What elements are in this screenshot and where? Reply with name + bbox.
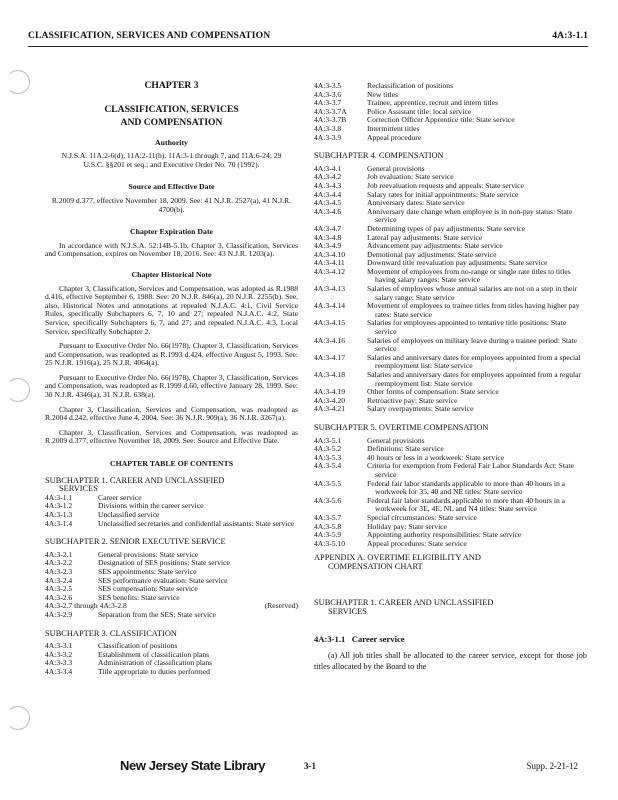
toc-entry [45,668,298,677]
toc-entry-number: 4A:3-3.7B [314,115,347,125]
expiration-heading: Chapter Expiration Date [129,227,214,237]
toc-entry-number: 4A:3-5.7 [314,512,342,522]
toc-entry-number: 4A:3-1.4 [45,518,73,528]
toc-entry-title: Trainee, apprentice, recruit and intern titles [367,98,499,108]
toc-entry-title: Police Assistant title: local service [367,106,472,116]
toc-entry-number: 4A:3-4.17 [314,352,346,362]
toc-entry-title: Establishment of classification plans [98,649,210,659]
toc-entry [314,354,587,371]
body-subchapter-heading-cont: SERVICES [328,607,367,617]
toc-entry-title: General provisions [367,435,425,445]
toc-subchapter-heading: SUBCHAPTER 5. OVERTIME COMPENSATION [314,422,489,432]
toc-entry-title: Job evaluation: State service [367,172,454,182]
toc-entry [314,208,587,225]
toc-entry-number: 4A:3-5.2 [314,444,342,454]
toc-entry-title: Designation of SES positions: State service [98,558,230,568]
toc-entry [314,82,587,91]
toc-entry-number: 4A:3-3.9 [314,132,342,142]
history-paragraph: Pursuant to Executive Order No. 66(1978), Chapter 3, Classification, Services and Compensation, was readopted as R.1993 d.424, effective August 5, 1993. See: 25 N.J.R. 1916(a), 25 N.J.R. 4064(a). [45,341,298,368]
toc-entry-title: Criteria for exemption from Federal Fair Labor Standards Act: State service [367,461,574,479]
toc-subchapter-heading-cont: SERVICES [59,484,98,494]
toc-entry-number: 4A:3-3.1 [45,641,73,651]
header-rule [28,46,588,47]
toc-entry [314,125,587,134]
toc-entry-title: General provisions [367,163,425,173]
toc-entry-title: Federal fair labor standards applicable to more than 40 hours in a workweek for 35, 40 and NE titles: State service [367,478,566,497]
toc-entry-number: 4A:3-4.6 [314,206,342,216]
toc-entry-title: Lateral pay adjustments: State service [367,232,483,242]
source-heading: Source and Effective Date [128,182,215,192]
toc-entry-title: Correction Officer Apprentice title: State service [367,115,515,125]
toc-entry-title: Unclassified secretaries and confidential assistants: State service [98,518,295,528]
toc-entry-title: Divisions within the career service [98,501,204,511]
toc-entry-number: 4A:3-4.20 [314,395,346,405]
toc-entry-title: Definitions: State service [367,444,444,454]
toc-subchapter-heading: SUBCHAPTER 1. CAREER AND UNCLASSIFIED [45,475,225,485]
toc-entry-number: 4A:3-2.3 [45,566,73,576]
toc-entry-number: 4A:3-4.18 [314,370,346,379]
toc-entry-number: 4A:3-2.1 [45,549,73,559]
toc-entry-title: Separation from the SES: State service [98,609,216,619]
toc-entry-number: 4A:3-5.10 [314,538,346,548]
toc-entry-title: Salaries and anniversary dates for employees appointed from a regular reemployment list: State service [367,370,582,388]
toc-entry-number: 4A:3-4.16 [314,335,346,345]
toc-list [45,494,298,528]
toc-entry-title: Title appropriate to duties performed [98,666,210,676]
toc-entry-title: Appeal procedure [367,132,422,142]
toc-appendix: APPENDIX A. OVERTIME ELIGIBILITY AND COMPENSATION CHART [314,553,481,571]
toc-entry-number: 4A:3-3.7 [314,98,342,108]
toc-entry-number: 4A:3-2.2 [45,558,73,568]
authority-heading: Authority [155,137,188,147]
toc-entry [314,480,587,497]
toc-entry-title: Salaries and anniversary dates for employees appointed from a special reemployment list: State service [367,352,581,371]
toc-entry-title: Anniversary date change when employee is in non-pay status: State service [367,206,573,225]
toc-entry-number: 4A:3-4.12 [314,266,346,276]
toc-entry-title: Career service [98,492,142,502]
toc-entry-number: 4A:3-2.5 [45,584,73,594]
chapter-title: CLASSIFICATION, SERVICES AND COMPENSATION [104,103,239,128]
toc-entry-title: Federal fair labor standards applicable to more than 40 hours in a workweek for 3E, 4E, NL and N4 titles: State service [367,495,566,514]
header-section: 4A:3-1.1 [552,30,588,41]
toc-entry-title: Movement of employees from no-range or single rate titles to titles having salary ranges: State service [367,266,571,285]
toc-entry-title: Movement of employees to trainee titles from titles having higher pay rates: State service [367,301,580,319]
toc-entry [314,462,587,479]
toc-entry-title: General provisions: State service [98,549,199,559]
toc-entry [314,514,587,523]
toc-subchapter-heading: SUBCHAPTER 3. CLASSIFICATION [45,628,177,638]
toc-entry-title: New titles [367,89,399,99]
source-text: R.2009 d.377, effective November 18, 2009. See: 41 N.J.R. 2527(a), 41 N.J.R. 4700(b). [51,195,292,214]
toc-entry-title: SES benefits: State service [98,592,180,602]
toc-entry-number: 4A:3-5.6 [314,495,342,505]
toc-entry-number: 4A:3-5.5 [314,478,342,488]
toc-entry [314,319,587,336]
toc-entry-title: Salaries for employees appointed to tentative title positions: State service [367,318,567,337]
toc-entry-title: Classification of positions [98,641,178,651]
toc-entry-number: 4A:3-5.4 [314,461,342,471]
toc-entry [314,437,587,446]
toc-entry-title: SES appointments: State service [98,566,197,576]
toc-entry-number: 4A:3-1.3 [45,510,73,519]
running-header [28,30,588,44]
toc-entry [314,540,587,549]
toc-entry-number: 4A:3-3.5 [314,81,342,90]
toc-entry-title: Other forms of compensation: State service [367,387,499,397]
punch-hole-mark [6,70,30,94]
toc-entry-title: Holiday pay: State service [367,521,447,531]
toc-entry-number: 4A:3-2.4 [45,575,73,585]
toc-list [314,165,587,414]
toc-list [45,642,298,676]
toc-entry [314,302,587,319]
toc-entry-title: SES compensation: State service [98,584,198,594]
toc-entry-title: Salaries of employees on military leave during a trainee period: State service [367,335,578,354]
toc-entry-number: 4A:3-3.6 [314,89,342,99]
toc-entry-number: 4A:3-4.4 [314,189,342,199]
toc-entry-number: 4A:3-2.9 [45,609,73,619]
toc-entry-title: Job reevaluation requests and appeals: State service [367,180,524,190]
toc-entry-text: 4A:3-2.7 through 4A:3-2.8 [45,601,127,611]
toc-entry-title: Determining types of pay adjustments: State service [367,223,526,233]
toc-subchapter-heading: SUBCHAPTER 2. SENIOR EXECUTIVE SERVICE [45,537,226,547]
toc-entry [314,405,587,414]
toc-entry [314,268,587,285]
toc-entry [314,337,587,354]
toc-entry [45,611,298,620]
toc-entry-number: 4A:3-4.8 [314,232,342,242]
section-title: 4A:3-1.1 Career service [314,633,405,644]
right-column [314,82,587,672]
toc-entry-number: 4A:3-4.5 [314,198,342,208]
history-paragraph: Pursuant to Executive Order No. 66(1978), Chapter 3, Classification, Services and Compensation, was readopted as R.1999 d.60, effective January 28, 1999. See: 30 N.J.R. 4346(a), 31 N.J.R. 638(a). [45,372,298,400]
toc-entry-number: 4A:3-4.14 [314,301,346,311]
toc-entry-title: Advancement pay adjustments: State service [367,241,503,251]
header-title: CLASSIFICATION, SERVICES AND COMPENSATION [28,30,271,41]
toc-entry-number: 4A:3-4.3 [314,180,342,190]
toc-entry-number: 4A:3-3.3 [45,658,73,668]
body-subchapter-heading: SUBCHAPTER 1. CAREER AND UNCLASSIFIED [314,598,494,608]
toc-heading: CHAPTER TABLE OF CONTENTS [109,459,234,469]
toc-entry-title: SES performance evaluation: State service [98,575,228,585]
toc-entry-number: 4A:3-4.7 [314,223,342,233]
toc-entry [45,502,298,511]
toc-entry-number: 4A:3-1.2 [45,501,73,511]
history-paragraph: Chapter 3, Classification, Services and Compensation, was adopted as R.1988 d.416, effective September 6, 1988. See: 20 N.J.R. 846(a), 20 N.J.R. 2255(b). See, also, Historical Notes and annotations at repealed N.J.A.C. 4:1, Civil Service Rules, specifically Subchapters 6, 7, 10 and 27; repealed N.J.A.C. 4:2, State Service, specifically Subchapters 6, 7, and 27; and repealed N.J.A.C. 4:3, Local Service, specifically Subchapter 2. [45,283,298,336]
page-number: 3-1 [304,761,316,771]
toc-entry-title: 40 hours or less in a workweek: State service [367,452,505,462]
toc-entry-title: Retroactive pay: State service [367,395,458,405]
toc-list [314,437,587,549]
toc-list [314,82,587,142]
toc-entry-number: 4A:3-4.9 [314,241,342,251]
authority-text: N.J.S.A. 11A:2-6(d), 11A:2-11(h), 11A:3-1 through 7, and 11A:6-24; 29 U.S.C. §§201 et seq.; and Executive Order No. 70 (1992). [61,151,282,169]
toc-entry [314,371,587,388]
toc-entry-title: Special circumstances: State service [367,512,477,522]
toc-entry-title: Intermittent titles [367,123,420,133]
toc-entry-number: 4A:3-4.21 [314,404,346,414]
toc-entry-title: Demotional pay adjustments: State service [367,249,497,259]
toc-entry-number: 4A:3-4.15 [314,318,346,328]
toc-list [45,551,298,620]
toc-entry-title: Salaries of employees whose annual salaries are not on a step in their salary range: State service [367,284,578,302]
punch-hole-mark [6,378,30,402]
toc-entry-number: 4A:3-4.19 [314,387,346,397]
toc-entry-number: 4A:3-3.8 [314,123,342,133]
toc-entry [314,497,587,514]
toc-entry [45,520,298,529]
toc-entry-number: 4A:3-5.9 [314,530,342,540]
toc-entry-title: Appeal procedures: State service [367,538,467,548]
toc-entry-title: Reclassification of positions [367,81,454,90]
toc-entry-title: Downward title reevaluation pay adjustments: State service [367,258,548,268]
toc-entry-number: 4A:3-4.10 [314,249,346,259]
toc-entry-number: 4A:3-2.6 [45,592,73,602]
toc-entry-title: Salary rates for initial appointments: State service [367,189,519,199]
toc-entry-number: 4A:3-4.11 [314,258,345,268]
library-stamp: New Jersey State Library [120,758,266,773]
toc-entry-number: 4A:3-3.4 [45,666,73,676]
toc-entry-number: 4A:3-3.2 [45,649,73,659]
toc-entry-number: 4A:3-4.1 [314,163,342,173]
chapter-label: CHAPTER 3 [144,80,199,91]
toc-entry [314,285,587,302]
history-heading: Chapter Historical Note [131,269,212,279]
toc-entry-title: Unclassified service [98,510,160,519]
supplement-date: Supp. 2-21-12 [526,761,578,771]
page-footer [0,758,618,778]
punch-hole-mark [6,706,30,730]
toc-entry-number: 4A:3-5.1 [314,435,342,445]
history-paragraph: Chapter 3, Classification, Services and Compensation, was readopted as R.2009 d.377, effective November 18, 2009. See: Source and Effective Date. [45,427,298,446]
toc-entry-number: 4A:3-5.8 [314,521,342,531]
toc-entry-title: Salary overpayments: State service [367,404,474,414]
toc-entry-title: Administration of classification plans [98,658,213,668]
expiration-text: In accordance with N.J.S.A. 52:14B-5.1b, Chapter 3, Classification, Services and Compensation, expires on November 18, 2016. See: 43 N.J.R. 1203(a). [45,240,298,259]
toc-entry-title: Anniversary dates: State service [367,198,465,208]
history-paragraph: Chapter 3, Classification, Services and Compensation, was readopted as R.2004 d.242, effective June 4, 2004. See: 36 N.J.R. 909(a), 36 N.J.R. 3267(a). [45,404,298,423]
toc-entry-number: 4A:3-1.1 [45,492,73,502]
toc-entry [314,116,587,125]
toc-subchapter-heading: SUBCHAPTER 4. COMPENSATION [314,151,444,161]
toc-entry-number: 4A:3-4.2 [314,172,342,182]
toc-entry-number: 4A:3-4.13 [314,284,346,294]
toc-entry [314,134,587,143]
left-column [45,70,298,677]
toc-entry-number: 4A:3-5.3 [314,452,342,462]
toc-entry-title: Appointing authority responsibilities: State service [367,530,522,540]
toc-entry-number: 4A:3-3.7A [314,106,347,116]
section-body-text: (a) All job titles shall be allocated to the career service, except for those job titles allocated by the Board to the [314,651,587,671]
toc-entry-title: (Reserved) [264,601,298,611]
